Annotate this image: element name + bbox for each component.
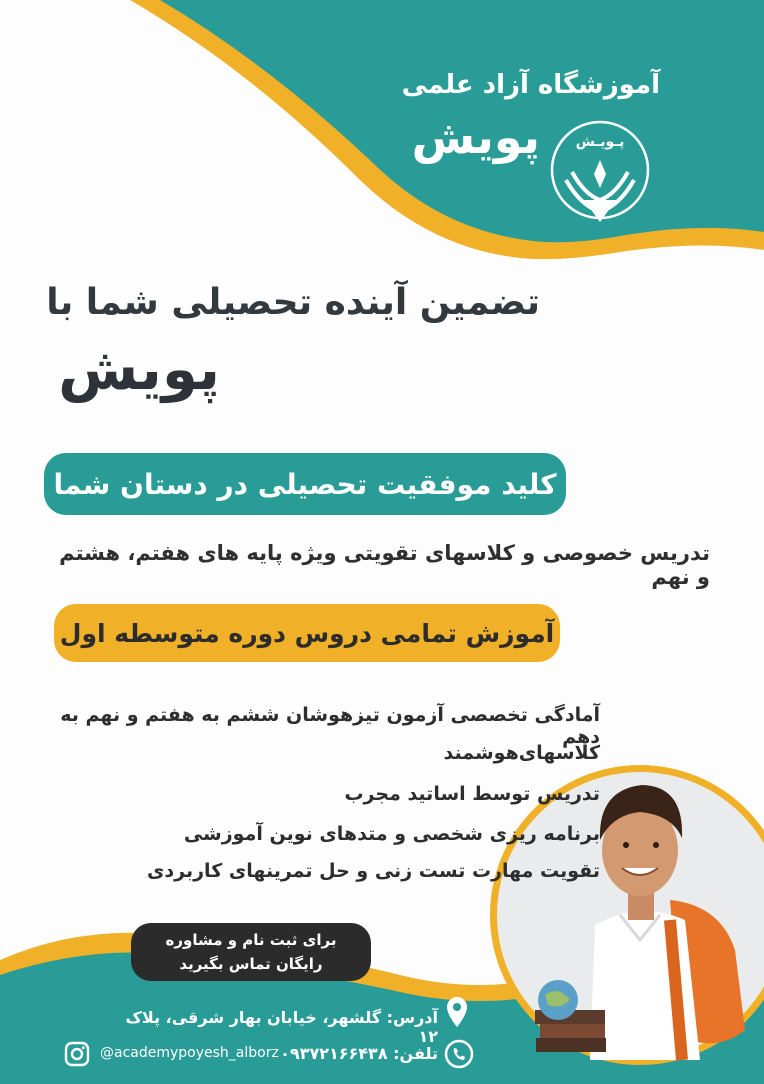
phone-icon [444,1039,474,1069]
feature-item: آمادگی تخصصی آزمون تیزهوشان ششم به هفتم و نهم به دهم [60,704,600,748]
cta-line-1: برای ثبت نام و مشاوره [165,931,337,949]
headline-brand: پویش [58,335,220,403]
logo-text: پـویـش [575,134,625,150]
grades-line: تدریس خصوصی و کلاسهای تقویتی ویژه پایه های هفتم، هشتم و نهم [59,541,710,589]
address-text: آدرس: گلشهر، خیابان بهار شرقی، پلاک ۱۲ [125,1008,438,1046]
feature-item: تقویت مهارت تست زنی و حل تمرینهای کاربردی [147,860,600,882]
cta-line-2: رایگان تماس بگیرید [179,955,323,973]
feature-item: کلاسهای‌هوشمند [443,742,600,764]
phone-text[interactable]: تلفن: ۰۹۳۷۲۱۶۶۴۳۸ [280,1044,438,1063]
cta-box[interactable] [131,923,371,981]
headline: تضمین آینده تحصیلی شما با [46,282,540,323]
instagram-icon[interactable] [64,1041,90,1067]
courses-banner: آموزش تمامی دروس دوره متوسطه اول [54,604,560,662]
brand-name: پویش [411,110,540,164]
location-pin-icon [446,996,468,1028]
key-banner: کلید موفقیت تحصیلی در دستان شما [44,453,566,515]
instagram-handle[interactable]: @academypoyesh_alborz [100,1045,279,1061]
feature-item: برنامه ریزی شخصی و متدهای نوین آموزشی [183,823,600,845]
feature-item: تدریس توسط اساتید مجرب [344,783,600,805]
brand-subtitle: آموزشگاه آزاد علمی [401,70,660,100]
